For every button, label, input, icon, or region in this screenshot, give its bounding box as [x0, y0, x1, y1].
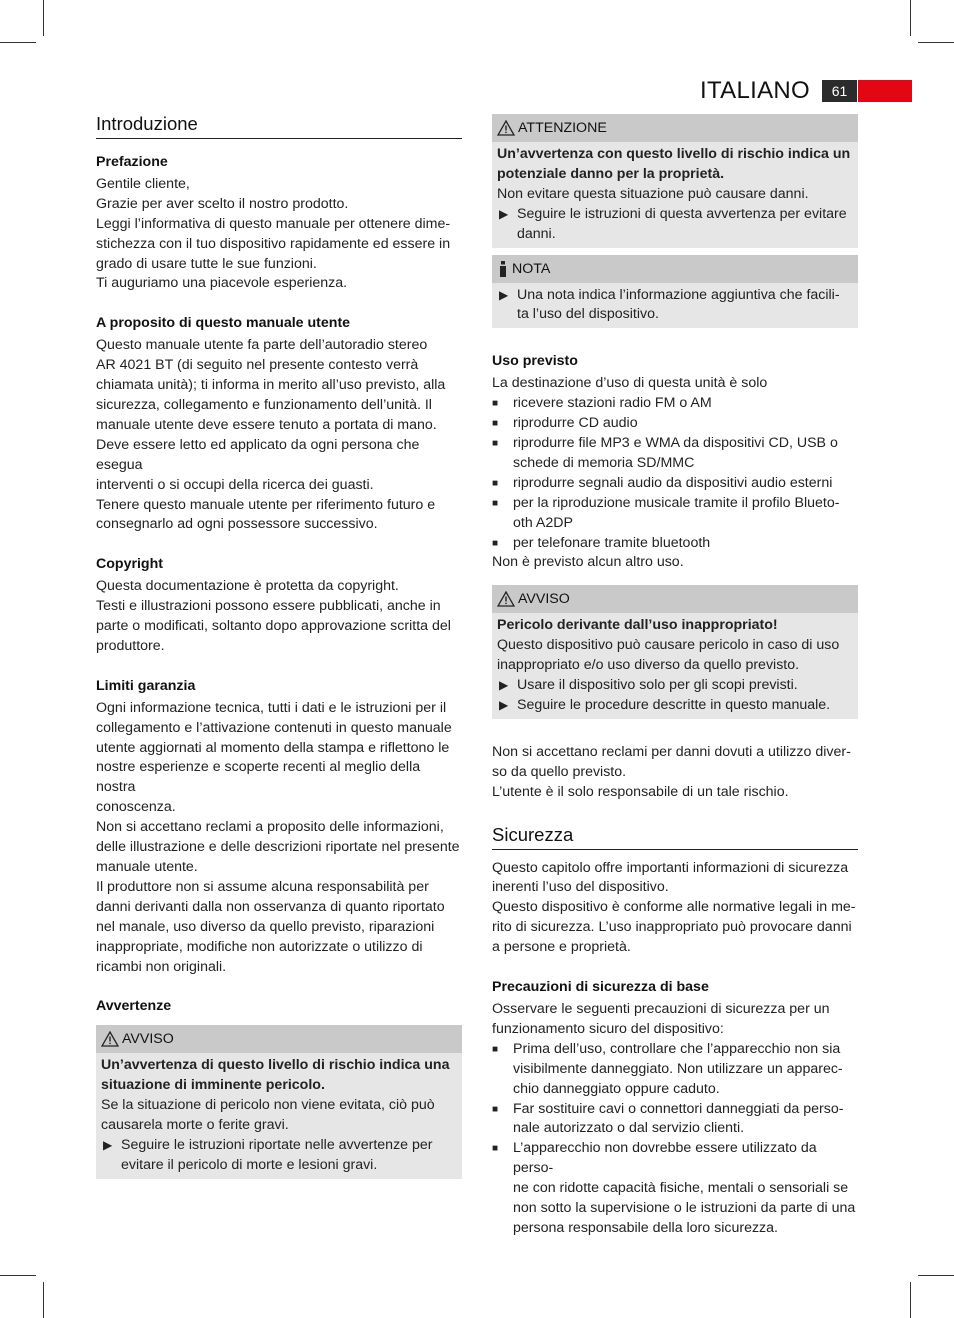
list-item-line: nale autorizzato o dal servizio clienti.	[513, 1120, 745, 1137]
warning-box-label: AVVISO	[122, 1031, 174, 1048]
warning-triangle-icon	[496, 590, 516, 608]
square-bullet-icon: ■	[492, 1043, 499, 1055]
paragraph-line: collegamento e l’attivazione contenuti in questo manuale	[96, 719, 452, 736]
instruction-line: Usare il dispositivo solo per gli scopi previsti.	[517, 677, 798, 694]
instruction-line: Seguire le procedure descritte in questo manuale.	[517, 696, 831, 713]
warning-bold-line: Un’avvertenza con questo livello di rischio indica un	[497, 146, 851, 162]
warning-box-body	[492, 613, 858, 719]
paragraph-line: nel manale, uso diverso da quello previsto, riparazioni	[96, 918, 435, 935]
list-item-line: schede di memoria SD/MMC	[513, 454, 695, 471]
paragraph-line: rito di sicurezza. L’uso inappropriato può provocare danni	[492, 919, 852, 936]
list-item	[492, 434, 858, 474]
square-bullet-icon: ■	[492, 477, 499, 489]
paragraph-line: Questa documentazione è protetta da copyright.	[96, 578, 399, 595]
paragraph-line: Questo capitolo offre importanti informazioni di sicurezza	[492, 859, 849, 876]
arrow-right-icon: ▶	[499, 697, 509, 712]
warning-box-header	[492, 585, 858, 613]
instruction-line: danni.	[517, 225, 556, 242]
list-item	[492, 1100, 858, 1140]
paragraph-line: La destinazione d’uso di questa unità è solo	[492, 375, 768, 392]
warning-box-header	[96, 1025, 462, 1053]
list-item-line: oth A2DP	[513, 514, 573, 531]
instruction-item	[497, 286, 854, 326]
crop-mark	[910, 1282, 911, 1318]
paragraph-line: ricambi non originali.	[96, 958, 227, 975]
left-column	[96, 112, 462, 1179]
paragraph-line: stichezza con il tuo dispositivo rapidamente ed essere in	[96, 235, 451, 252]
instruction-item	[497, 696, 854, 716]
square-bullet-icon: ■	[492, 437, 499, 449]
heading-garanzia: Limiti garanzia	[96, 677, 196, 694]
warning-box-avviso-uso	[492, 585, 858, 719]
paragraph-line: delle illustrazione e delle descrizioni riportate nel presente	[96, 839, 460, 856]
paragraph-line: grado di usare tutte le sue funzioni.	[96, 255, 317, 272]
crop-mark	[910, 0, 911, 36]
list-item-line: non sotto la supervisione o le istruzioni da parte di una	[513, 1200, 856, 1217]
list-item-line: ricevere stazioni radio FM o AM	[513, 395, 712, 412]
paragraph-line: a persone e proprietà.	[492, 939, 631, 956]
warning-box-label: AVVISO	[518, 591, 570, 608]
note-box-header	[492, 255, 858, 283]
paragraph-line: Leggi l’informativa di questo manuale per ottenere dime-	[96, 215, 451, 232]
crop-mark	[0, 42, 36, 43]
list-item-line: persona responsabile della loro sicurezza.	[513, 1219, 778, 1236]
heading-copyright: Copyright	[96, 556, 163, 573]
paragraph-line: Questo dispositivo è conforme alle normative legali in me-	[492, 899, 856, 916]
warning-line: causarela morte o ferite gravi.	[101, 1117, 289, 1134]
instruction-line: evitare il pericolo di morte e lesioni gravi.	[121, 1156, 378, 1173]
arrow-right-icon: ▶	[103, 1137, 113, 1152]
paragraph-line: produttore.	[96, 637, 165, 654]
paragraph-line: danni derivanti dalla non osservanza di quanto riportato	[96, 898, 445, 915]
warning-box-label: ATTENZIONE	[518, 120, 607, 136]
paragraph-line: manuale utente.	[96, 859, 198, 875]
paragraph-line: conoscenza.	[96, 799, 176, 816]
list-item	[492, 494, 858, 534]
paragraph-line: inappropriate, modifiche non autorizzate o utilizzo di	[96, 938, 423, 955]
list-item	[492, 1139, 858, 1239]
warning-line: Questo dispositivo può causare pericolo in caso di uso	[497, 637, 840, 654]
arrow-right-icon: ▶	[499, 678, 509, 693]
square-bullet-icon: ■	[492, 1143, 499, 1155]
paragraph-line: Ti auguriamo una piacevole esperienza.	[96, 275, 348, 292]
right-column	[492, 114, 858, 1239]
paragraph-line: Non è previsto alcun altro uso.	[492, 554, 684, 571]
warning-bold-line: Un’avvertenza di questo livello di rischio indica una	[101, 1057, 450, 1074]
warning-box-body	[492, 142, 858, 248]
list-item-line: riprodurre file MP3 e WMA da dispositivi CD, USB o	[513, 434, 838, 451]
list-item	[492, 414, 858, 434]
crop-mark	[43, 0, 44, 36]
list-item-line: per la riproduzione musicale tramite il profilo Blueto-	[513, 494, 840, 511]
list-item	[492, 474, 858, 494]
paragraph-line: chiamata unità); ti informa in merito all’uso previsto, alla	[96, 377, 446, 394]
warning-line: inappropriato e/o uso diverso da quello previsto.	[497, 657, 800, 674]
paragraph-line: Ogni informazione tecnica, tutti i dati e le istruzioni per il	[96, 699, 447, 716]
warning-line: Non evitare questa situazione può causare danni.	[497, 185, 809, 202]
paragraph-line: Il produttore non si assume alcuna responsabilità per	[96, 878, 429, 895]
crop-mark	[43, 1282, 44, 1318]
section-title-introduzione: Introduzione	[96, 112, 462, 139]
heading-uso-previsto: Uso previsto	[492, 353, 578, 370]
paragraph-line: Non si accettano reclami per danni dovuti a utilizzo diver-	[492, 743, 851, 760]
paragraph-line: Questo manuale utente fa parte dell’autoradio stereo	[96, 337, 428, 354]
instruction-line: Seguire le istruzioni di questa avvertenza per evitare	[517, 205, 847, 222]
heading-prefazione: Prefazione	[96, 154, 168, 170]
instruction-line: Una nota indica l’informazione aggiuntiva che facili-	[517, 286, 840, 303]
paragraph-line: so da quello previsto.	[492, 763, 627, 780]
list-item-line: L’apparecchio non dovrebbe essere utilizzato da perso-	[513, 1140, 817, 1177]
accent-bar	[858, 80, 912, 102]
paragraph-line: interventi o si occupi della ricerca dei guasti.	[96, 476, 374, 493]
paragraph-line: utente aggiornati al momento della stampa e riflettono le	[96, 739, 450, 756]
warning-triangle-icon	[496, 119, 516, 137]
warning-bold-line: potenziale danno per la proprietà.	[497, 165, 725, 182]
paragraph-line: manuale utente deve essere tenuto a portata di mano.	[96, 416, 437, 433]
list-item	[492, 1040, 858, 1100]
heading-avvertenze: Avvertenze	[96, 998, 172, 1015]
list-item-line: ne con ridotte capacità fisiche, mentali o sensoriali se	[513, 1180, 849, 1197]
list-item-line: Far sostituire cavi o connettori danneggiati da perso-	[513, 1100, 844, 1117]
warning-triangle-icon	[100, 1030, 120, 1048]
arrow-right-icon: ▶	[499, 206, 509, 221]
list-item	[492, 394, 858, 414]
paragraph-line: L’utente è il solo responsabile di un tale rischio.	[492, 783, 789, 800]
square-bullet-icon: ■	[492, 1103, 499, 1115]
heading-precauzioni: Precauzioni di sicurezza di base	[492, 979, 709, 996]
paragraph-line: inerenti l’uso del dispositivo.	[492, 879, 669, 896]
warning-line: Se la situazione di pericolo non viene evitata, ciò può	[101, 1097, 435, 1114]
paragraph-line: consegnarlo ad ogni possessore successivo.	[96, 516, 378, 533]
instruction-line: Seguire le istruzioni riportate nelle avvertenze per	[121, 1136, 433, 1153]
paragraph-line: AR 4021 BT (di seguito nel presente contesto verrà	[96, 357, 419, 374]
note-box-nota	[492, 255, 858, 329]
warning-box-body	[96, 1053, 462, 1178]
list-item	[492, 534, 858, 554]
page-number: 61	[822, 80, 857, 102]
warning-bold-line: situazione di imminente pericolo.	[101, 1077, 325, 1094]
heading-manuale: A proposito di questo manuale utente	[96, 315, 351, 332]
paragraph-line: Grazie per aver scelto il nostro prodotto.	[96, 195, 349, 212]
instruction-item	[497, 676, 854, 696]
paragraph-line: Osservare le seguenti precauzioni di sicurezza per un	[492, 1001, 830, 1017]
paragraph-line: Tenere questo manuale utente per riferimento futuro e	[96, 496, 436, 513]
note-box-label: NOTA	[512, 260, 551, 277]
list-item-line: chio danneggiato oppure caduto.	[513, 1080, 720, 1097]
list-item-line: Prima dell’uso, controllare che l’apparecchio non sia	[513, 1040, 841, 1057]
list-item-line: riprodurre CD audio	[513, 415, 638, 432]
warning-box-attenzione	[492, 114, 858, 248]
section-title-sicurezza: Sicurezza	[492, 823, 858, 850]
square-bullet-icon: ■	[492, 398, 499, 410]
paragraph-line: Non si accettano reclami a proposito delle informazioni,	[96, 819, 444, 836]
paragraph-line: funzionamento sicuro del dispositivo:	[492, 1020, 724, 1037]
paragraph-line: sicurezza, collegamento e funzionamento dell’unità. Il	[96, 396, 432, 413]
instruction-line: ta l’uso del dispositivo.	[517, 306, 659, 323]
paragraph-line: Testi e illustrazioni possono essere pubblicati, anche in	[96, 598, 441, 615]
square-bullet-icon: ■	[492, 418, 499, 430]
list-item-line: per telefonare tramite bluetooth	[513, 534, 711, 551]
square-bullet-icon: ■	[492, 497, 499, 509]
crop-mark	[918, 42, 954, 43]
crop-mark	[0, 1275, 36, 1276]
paragraph-line: parte o modificati, soltanto dopo approvazione scritta del	[96, 618, 451, 635]
list-item-line: riprodurre segnali audio da dispositivi audio esterni	[513, 474, 833, 491]
paragraph-line: nostre esperienze e scoperte recenti al meglio della nostra	[96, 759, 421, 796]
warning-box-avviso	[96, 1025, 462, 1178]
warning-bold-line: Pericolo derivante dall’uso inappropriato!	[497, 617, 778, 634]
note-box-body	[492, 283, 858, 329]
warning-box-header	[492, 114, 858, 142]
language-header: ITALIANO	[700, 77, 810, 104]
arrow-right-icon: ▶	[499, 287, 509, 302]
paragraph-line: Deve essere letto ed applicato da ogni persona che esegua	[96, 436, 420, 473]
paragraph-line: Gentile cliente,	[96, 175, 190, 192]
instruction-item	[497, 205, 854, 245]
list-item-line: visibilmente danneggiato. Non utilizzare un apparec-	[513, 1060, 843, 1077]
crop-mark	[918, 1275, 954, 1276]
instruction-item	[101, 1136, 458, 1176]
square-bullet-icon: ■	[492, 537, 499, 549]
info-icon	[496, 260, 510, 278]
